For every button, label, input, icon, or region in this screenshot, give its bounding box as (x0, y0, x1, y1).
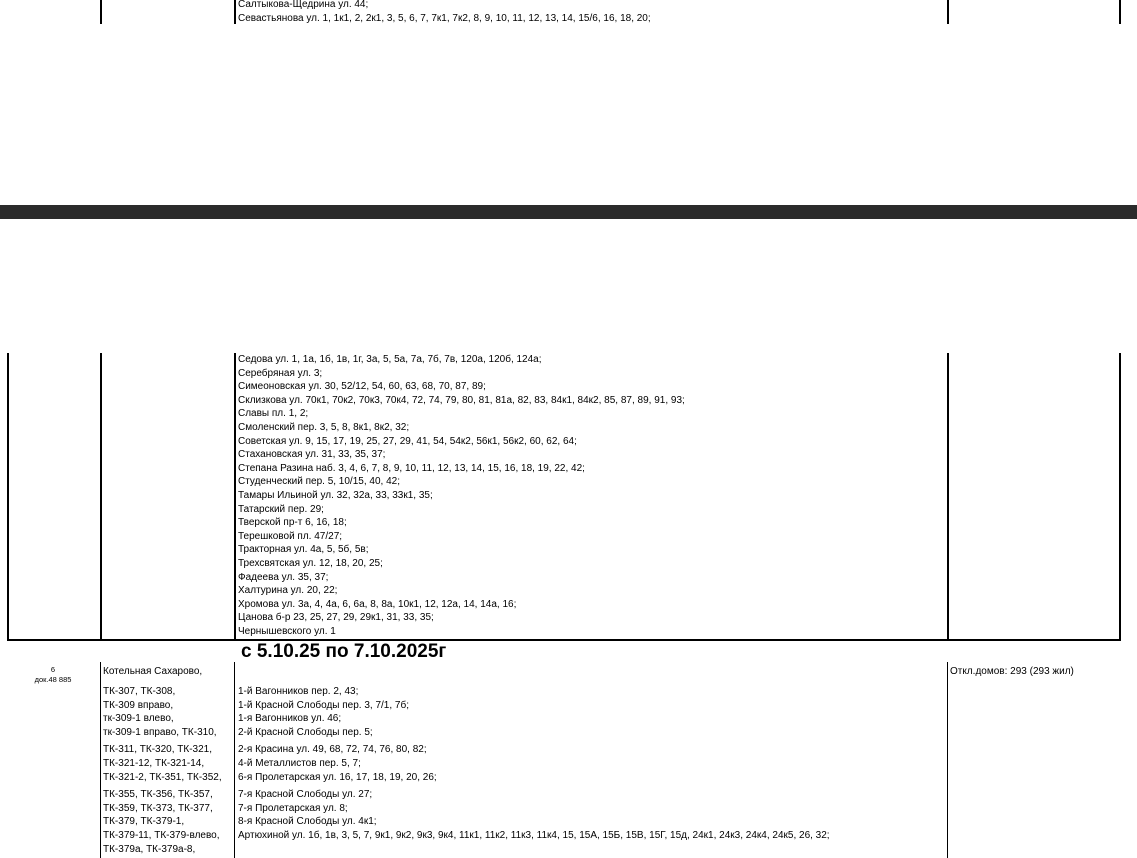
address-line: Севастьянова ул. 1, 1к1, 2, 2к1, 3, 5, 6, 7, 7к1, 7к2, 8, 9, 10, 11, 12, 13, 14, 15/6, 16, 18, 20; (238, 12, 651, 24)
heat-chamber-line-group (103, 788, 222, 856)
address-list (238, 353, 685, 638)
address-line: 6-я Пролетарская ул. 16, 17, 18, 19, 20, 26; (238, 771, 437, 783)
table-column-border (947, 0, 949, 24)
table-column-border (100, 0, 102, 24)
address-line: Серебряная ул. 3; (238, 367, 323, 379)
heat-chamber-line: ТК-311, ТК-320, ТК-321, (103, 744, 212, 756)
table-column-border (234, 353, 236, 641)
heat-chamber-line-group (103, 685, 222, 739)
table-column-border (947, 662, 948, 858)
address-line: 8-я Красной Слободы ул. 4к1; (238, 816, 377, 828)
address-line-group (238, 685, 830, 739)
address-line: Салтыкова-Щедрина ул. 44; (238, 0, 369, 10)
address-line: Седова ул. 1, 1а, 1б, 1в, 1г, 3а, 5, 5а, 7а, 7б, 7в, 120а, 120б, 124а; (238, 354, 542, 365)
row-address-list (238, 685, 830, 847)
heat-chamber-line: ТК-379-11, ТК-379-влево, (103, 829, 220, 841)
address-line: Тверской пр-т 6, 16, 18; (238, 517, 347, 529)
address-line: Славы пл. 1, 2; (238, 408, 309, 420)
address-line-group (238, 743, 830, 784)
table-column-border (947, 353, 949, 641)
address-line: 1-й Красной Слободы пер. 3, 7/1, 7б; (238, 699, 409, 711)
heat-chamber-line: ТК-309 вправо, (103, 699, 174, 711)
address-line: Чернышевского ул. 1 (238, 625, 336, 637)
heat-chamber-line: ТК-379, ТК-379-1, (103, 816, 185, 828)
heat-chamber-line: ТК-359, ТК-373, ТК-377, (103, 802, 213, 814)
heat-chamber-line: ТК-355, ТК-356, ТК-357, (103, 789, 213, 801)
table-column-border (234, 0, 236, 24)
heat-chamber-line: тк-309-1 влево, (103, 713, 174, 725)
address-line: Артюхиной ул. 1б, 1в, 3, 5, 7, 9к1, 9к2, 9к3, 9к4, 11к1, 11к2, 11к3, 11к4, 15, 15А, 15Б, 15В, 15Г, 15д, 24к1, 24к3, 24к4, 24к5, 26, 32; (238, 829, 830, 841)
address-line: 2-я Красина ул. 49, 68, 72, 74, 76, 80, 82; (238, 744, 427, 756)
page-separator (0, 205, 1137, 219)
address-line-group (238, 788, 830, 842)
address-line: Терешковой пл. 47/27; (238, 530, 343, 542)
address-line: 7-я Пролетарская ул. 8; (238, 802, 348, 814)
row-number: 6 (50, 665, 56, 674)
table-column-border (234, 662, 235, 858)
address-line: Фадеева ул. 35, 37; (238, 571, 329, 583)
table-column-border (7, 353, 9, 641)
address-line: Смоленский пер. 3, 5, 8, 8к1, 8к2, 32; (238, 421, 410, 433)
address-line: 1-я Вагонников ул. 46; (238, 713, 342, 725)
address-line: Студенческий пер. 5, 10/15, 40, 42; (238, 476, 400, 488)
address-line: Трехсвятская ул. 12, 18, 20, 25; (238, 557, 383, 569)
document-number: док.48 885 (34, 675, 72, 684)
table-column-border (1119, 0, 1121, 24)
table-bottom-border (7, 639, 1121, 641)
table-column-border (1119, 353, 1121, 641)
period-heading: с 5.10.25 по 7.10.2025г (241, 641, 447, 662)
address-line: Цанова б-р 23, 25, 27, 29, 29к1, 31, 33, 35; (238, 612, 434, 624)
document-page-2 (0, 219, 1137, 858)
address-list (238, 0, 651, 25)
heat-chamber-line: ТК-307, ТК-308, (103, 686, 176, 697)
address-line: Хромова ул. 3а, 4, 4а, 6, 6а, 8, 8а, 10к1, 12, 12а, 14, 14а, 16; (238, 598, 517, 610)
heat-chamber-line: ТК-321-12, ТК-321-14, (103, 757, 205, 769)
address-line: 4-й Металлистов пер. 5, 7; (238, 757, 361, 769)
address-line: Советская ул. 9, 15, 17, 19, 25, 27, 29, 41, 54, 54к2, 56к1, 56к2, 60, 62, 64; (238, 435, 577, 447)
document-page-1 (0, 0, 1137, 205)
table-column-border (100, 662, 101, 858)
disconnected-houses: Откл.домов: 293 (293 жил) (950, 666, 1074, 677)
heat-chamber-line: ТК-379а, ТК-379а-8, (103, 843, 196, 855)
address-line: 1-й Вагонников пер. 2, 43; (238, 686, 359, 697)
address-line: Тракторная ул. 4а, 5, 5б, 5в; (238, 544, 369, 556)
address-line: 7-я Красной Слободы ул. 27; (238, 789, 373, 801)
address-line: Халтурина ул. 20, 22; (238, 585, 338, 597)
address-line: Склизкова ул. 70к1, 70к2, 70к3, 70к4, 72, 74, 79, 80, 81, 81а, 82, 83, 84к1, 84к2, 85, 87, 89, 91, 93; (238, 394, 685, 406)
address-line: Стахановская ул. 31, 33, 35, 37; (238, 449, 386, 461)
address-line: Тамары Ильиной ул. 32, 32а, 33, 33к1, 35; (238, 489, 433, 501)
address-line: 2-й Красной Слободы пер. 5; (238, 726, 373, 738)
address-line: Степана Разина наб. 3, 4, 6, 7, 8, 9, 10, 11, 12, 13, 14, 15, 16, 18, 19, 22, 42; (238, 462, 585, 474)
address-line: Симеоновская ул. 30, 52/12, 54, 60, 63, 68, 70, 87, 89; (238, 381, 486, 393)
boiler-name: Котельная Сахарово, (103, 666, 203, 677)
heat-chamber-list (103, 685, 222, 858)
heat-chamber-line-group (103, 743, 222, 784)
table-column-border (100, 353, 102, 641)
address-line: Татарский пер. 29; (238, 503, 324, 515)
heat-chamber-line: ТК-321-2, ТК-351, ТК-352, (103, 771, 222, 783)
heat-chamber-line: тк-309-1 вправо, ТК-310, (103, 726, 217, 738)
